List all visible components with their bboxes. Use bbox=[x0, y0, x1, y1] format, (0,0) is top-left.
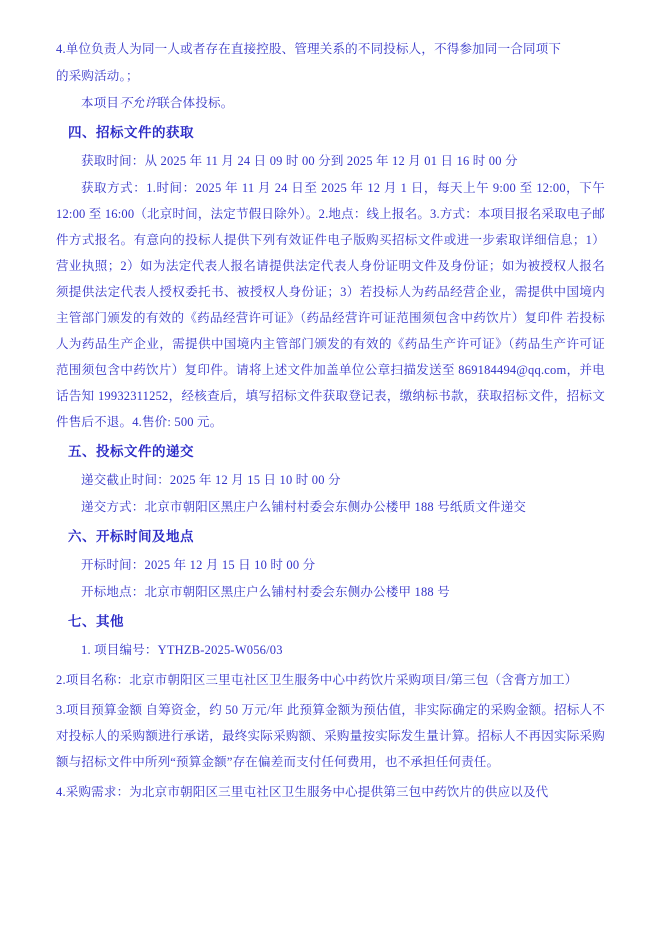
section-6-block bbox=[56, 552, 605, 605]
clause-4-note-suffix: 联合体投标。 bbox=[157, 96, 234, 110]
section-6-heading: 六、开标时间及地点 bbox=[68, 529, 194, 544]
section-5-deadline: 递交截止时间：2025 年 12 月 15 日 10 时 00 分 bbox=[81, 473, 341, 487]
section-5-submit-method: 递交方式：北京市朝阳区黑庄户么铺村村委会东侧办公楼甲 188 号纸质文件递交 bbox=[81, 500, 527, 514]
section-7-item-1: 1. 项目编号：YTHZB-2025-W056/03 bbox=[81, 643, 283, 657]
section-5-block bbox=[56, 467, 605, 520]
clause-4-note-italic: 不允许 bbox=[119, 96, 158, 110]
section-4-acquire-method: 获取方式：1.时间：2025 年 11 月 24 日至 2025 年 12 月 1 日，每天上午 9:00 至 12:00，下午 12:00 至 16:00（北京时间，法定节假日除外）。2.地点：线上报名。3.方式：本项目报名采取电子邮件方式报名。有意向的投标人提供下列有效证件电子版购买招标文件或进一步索取详细信息；1）营业执照；2）如为法定代表人报名请提供法定代表人身份证明文件及身份证；如为被授权人报名须提供法定代表人授权委托书、被授权人身份证；3）若投标人为药品经营企业，需提供中国境内主管部门颁发的有效的《药品经营许可证》（药品经营许可证范围须包含中药饮片）复印件 若投标人为药品生产企业，需提供中国境内主管部门颁发的有效的《药品生产许可证》（药品生产许可证范围须包含中药饮片）复印件。请将上述文件加盖单位公章扫描发送至 869184494@qq.com，并电话告知 19932311252，经核查后，填写招标文件获取登记表，缴纳标书款，获取招标文件，招标文件售后不退。4.售价: 500 元。 bbox=[56, 181, 605, 429]
section-7-heading: 七、其他 bbox=[68, 614, 124, 629]
section-4-block bbox=[56, 148, 605, 435]
section-6-open-place: 开标地点：北京市朝阳区黑庄户么铺村村委会东侧办公楼甲 188 号 bbox=[81, 585, 450, 599]
section-7-block bbox=[56, 637, 605, 805]
section-7-item-3: 3.项目预算金额 自筹资金，约 50 万元/年 此预算金额为预估值，非实际确定的采购金额。招标人不对投标人的采购额进行承诺，最终实际采购额、采购量按实际发生量计算。招标人不再因实际采购额与招标文件中所列“预算金额”存在偏差而支付任何费用，也不承担任何责任。 bbox=[56, 703, 605, 769]
clause-4-line-2: 的采购活动。； bbox=[56, 69, 139, 83]
section-7-item-2: 2.项目名称：北京市朝阳区三里屯社区卫生服务中心中药饮片采购项目/第三包（含膏方加工） bbox=[56, 673, 578, 687]
section-6-open-time: 开标时间：2025 年 12 月 15 日 10 时 00 分 bbox=[81, 558, 316, 572]
section-5-heading: 五、投标文件的递交 bbox=[68, 444, 194, 459]
clause-4-note-prefix: 本项目 bbox=[81, 96, 120, 110]
section-4-acquire-time: 获取时间：从 2025 年 11 月 24 日 09 时 00 分到 2025 年 12 月 01 日 16 时 00 分 bbox=[81, 154, 518, 168]
section-4-heading: 四、招标文件的获取 bbox=[68, 125, 194, 140]
clause-4-block bbox=[56, 36, 605, 116]
clause-4-note bbox=[56, 90, 605, 116]
section-7-item-4: 4.采购需求：为北京市朝阳区三里屯社区卫生服务中心提供第三包中药饮片的供应以及代 bbox=[56, 785, 549, 799]
clause-4-line-1: 4.单位负责人为同一人或者存在直接控股、管理关系的不同投标人，不得参加同一合同项下 bbox=[56, 42, 562, 56]
